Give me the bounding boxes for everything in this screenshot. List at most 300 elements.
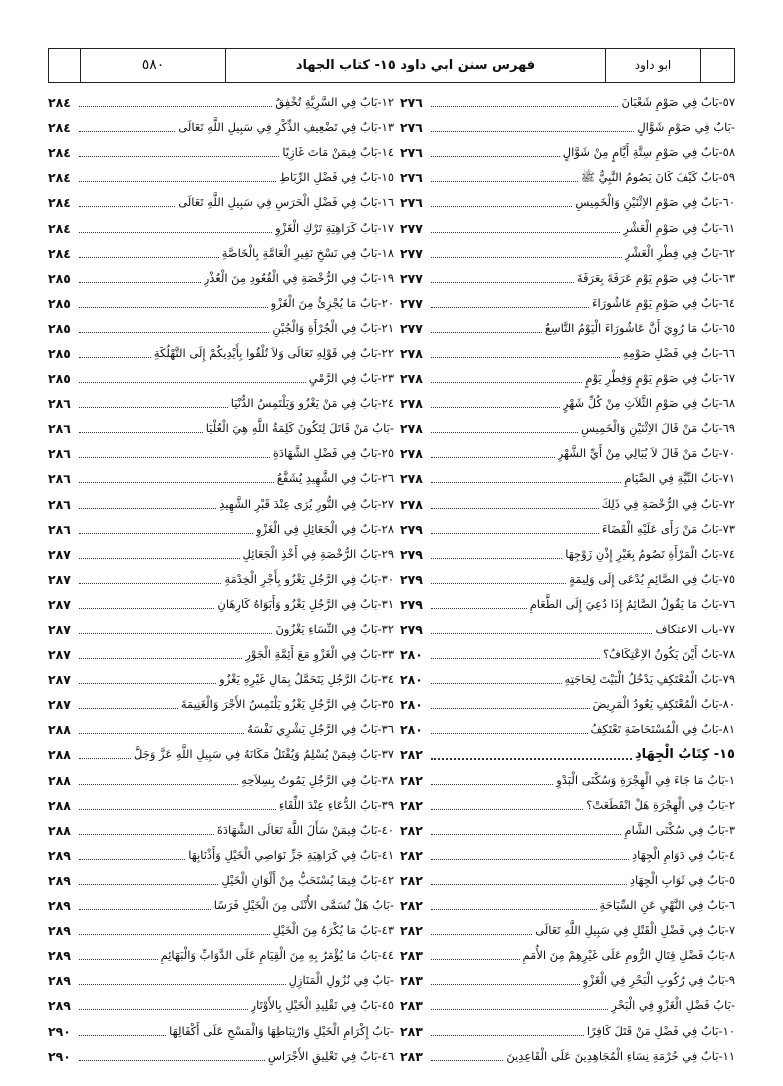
index-entry <box>400 717 735 742</box>
entry-title: ٦٧-بَابٌ فِي صَوْمِ يَوْمٍ وَفِطْرِ يَوْمٍ <box>585 371 735 386</box>
entry-page-number: ٢٨٩ <box>48 847 71 863</box>
index-column-left <box>48 90 394 1069</box>
entry-title: ٣٥-بَابٌ فِي الرَّجُلِ يَغْزُو يَلْتَمِسُ الأَجْرَ وَالْغَنِيمَةَ <box>180 697 394 712</box>
entry-page-number: ٢٨٦ <box>48 496 71 512</box>
entry-title: -بَابٌ فِي صَوْمِ شَوَّالٍ <box>637 120 735 135</box>
index-entry <box>48 492 394 517</box>
index-entry <box>48 466 394 491</box>
header-empty-cell-right <box>701 49 734 82</box>
entry-page-number: ٢٨٨ <box>48 747 71 763</box>
index-entry <box>400 1044 735 1069</box>
index-entry <box>400 416 735 441</box>
dotted-leader <box>79 834 214 835</box>
index-entry <box>400 843 735 868</box>
dotted-leader <box>79 156 279 157</box>
dotted-leader <box>431 934 532 935</box>
entry-page-number: ٢٧٦ <box>400 195 423 211</box>
index-entry <box>48 517 394 542</box>
entry-page-number: ٢٧٦ <box>400 95 423 111</box>
dotted-leader <box>79 533 253 534</box>
index-entry <box>48 90 394 115</box>
dotted-leader <box>79 257 219 258</box>
entry-title: ٣٢-بَابٌ فِي النِّسَاءِ يَغْزُونَ <box>275 622 394 637</box>
entry-title: ٣٨-بَابٌ فِي الرَّجُلِ يَمُوتُ بِسِلاَحِهِ <box>241 772 394 787</box>
index-entry <box>48 918 394 943</box>
index-entry <box>48 968 394 993</box>
entry-title: ١-بَابُ مَا جَاءَ فِي الْهِجْرَةِ وَسُكْنَى الْبَدْوِ <box>556 772 735 787</box>
dotted-leader <box>431 508 599 509</box>
dotted-leader <box>431 131 634 132</box>
index-entry <box>48 1018 394 1043</box>
dotted-leader <box>431 457 555 458</box>
entry-title: ٤١-بَابٌ فِي كَرَاهِيَةِ جَزِّ نَوَاصِي الْخَيْلِ وَأَذْنَابِهَا <box>188 847 394 862</box>
entry-page-number: ٢٨٤ <box>48 220 71 236</box>
index-entry <box>400 165 735 190</box>
entry-title: ٣٦-بَابٌ فِي الرَّجُلِ يَشْرِي نَفْسَهُ <box>247 722 394 737</box>
entry-page-number: ٢٨٢ <box>400 847 423 863</box>
entry-page-number: ٢٨٤ <box>48 145 71 161</box>
entry-title: ٤-بَابٌ فِي دَوَامِ الْجِهَادِ <box>632 847 735 862</box>
index-entry <box>400 441 735 466</box>
entry-title: ٤٠-بَابٌ فِيمَنْ سَأَلَ اللَّهَ تَعَالَى الشَّهَادَةَ <box>216 822 394 837</box>
dotted-leader <box>79 382 306 383</box>
dotted-leader <box>431 758 632 760</box>
entry-page-number: ٢٩٠ <box>48 1048 71 1064</box>
index-entry <box>48 642 394 667</box>
entry-title: ٢١-بَابٌ فِي الْجُرْأَةِ وَالْجُبْنِ <box>272 320 394 335</box>
dotted-leader <box>431 909 597 910</box>
entry-title: -بَابُ فَضْلِ الْغَزْوِ فِي الْبَحْرِ <box>611 998 735 1013</box>
entry-title: ٦٠-بَابٌ فِي صَوْمِ الاِثْنَيْنِ وَالْخَمِيسِ <box>575 195 735 210</box>
index-entry <box>48 768 394 793</box>
dotted-leader <box>431 558 562 559</box>
dotted-leader <box>79 357 151 358</box>
dotted-leader <box>431 432 578 433</box>
entry-page-number: ٢٧٨ <box>400 396 423 412</box>
entry-page-number: ٢٨٨ <box>48 822 71 838</box>
index-entry <box>48 542 394 567</box>
index-entry <box>48 893 394 918</box>
dotted-leader <box>79 131 175 132</box>
entry-title: ٢٨-بَابٌ فِي الْجَعَائِلِ فِي الْغَزْوِ <box>255 521 394 536</box>
entry-title: ٤٢-بَابٌ فِيمَا يُسْتَحَبُّ مِنْ أَلْوَانِ الْخَيْلِ <box>221 872 394 887</box>
entry-title: ١٢-بَابٌ فِي السَّرِيَّةِ تُخْفِقُ <box>275 95 394 110</box>
dotted-leader <box>79 984 286 985</box>
dotted-leader <box>431 1009 608 1010</box>
entry-title: ٣٩-بَابُ الدُّعَاءِ عِنْدَ اللِّقَاءِ <box>278 797 394 812</box>
entry-title: ٣٣-بَابٌ فِي الْغَزْوِ مَعَ أَئِمَّةِ الْجَوْرِ <box>245 647 394 662</box>
dotted-leader <box>79 683 216 684</box>
dotted-leader <box>431 809 583 810</box>
entry-title: ٢٦-بَابٌ فِي الشَّهِيدِ يُشَفَّعُ <box>276 471 394 486</box>
index-entry <box>400 868 735 893</box>
index-entry <box>48 416 394 441</box>
entry-page-number: ٢٨٠ <box>400 672 423 688</box>
index-entry <box>48 115 394 140</box>
dotted-leader <box>431 658 600 659</box>
index-entry <box>400 667 735 692</box>
entry-title: ٢٠-بَابٌ مَا يُجْزِئُ مِنَ الْغَزْوِ <box>270 295 394 310</box>
entry-page-number: ٢٧٨ <box>400 496 423 512</box>
dotted-leader <box>79 859 185 860</box>
dotted-leader <box>431 156 560 157</box>
entry-page-number: ٢٨٢ <box>400 797 423 813</box>
entry-title: ١٩-بَابٌ فِي الرُّخْصَةِ فِي الْقُعُودِ مِنَ الْعُذْرِ <box>203 270 394 285</box>
entry-title: ٧٤-بَابُ الْمَرْأَةِ تَصُومُ بِغَيْرِ إِذْنِ زَوْجِهَا <box>565 546 735 561</box>
entry-page-number: ٢٧٩ <box>400 622 423 638</box>
index-entry <box>48 241 394 266</box>
index-entry <box>400 466 735 491</box>
entry-page-number: ٢٨٧ <box>48 672 71 688</box>
index-entry <box>48 993 394 1018</box>
dotted-leader <box>431 357 620 358</box>
dotted-leader <box>431 282 574 283</box>
entry-page-number: ٢٧٨ <box>400 371 423 387</box>
entry-title: ٢-بَابٌ فِي الْهِجْرَةِ هَلْ انْقَطَعَتْ؟ <box>586 797 735 812</box>
index-entry <box>400 993 735 1018</box>
entry-page-number: ٢٨٩ <box>48 973 71 989</box>
index-entry <box>48 742 394 767</box>
dotted-leader <box>431 1035 584 1036</box>
entry-title: ٣-بَابٌ فِي سُكْنَى الشَّامِ <box>624 822 735 837</box>
index-entry <box>400 1018 735 1043</box>
dotted-leader <box>79 658 242 659</box>
entry-title: ٦٤-بَابٌ فِي صَوْمِ يَوْمِ عَاشُورَاءَ <box>592 295 735 310</box>
index-entry <box>48 165 394 190</box>
index-entry <box>400 140 735 165</box>
entry-title: ٥-بَابٌ فِي ثَوَابِ الْجِهَادِ <box>629 872 735 887</box>
entry-page-number: ٢٨٨ <box>48 772 71 788</box>
index-entry <box>48 868 394 893</box>
entry-page-number: ٢٧٦ <box>400 145 423 161</box>
index-entry <box>48 617 394 642</box>
dotted-leader <box>431 257 622 258</box>
dotted-leader <box>431 608 527 609</box>
dotted-leader <box>79 583 221 584</box>
index-entry <box>48 190 394 215</box>
index-entry <box>48 391 394 416</box>
entry-page-number: ٢٨٢ <box>400 772 423 788</box>
dotted-leader <box>79 558 240 559</box>
index-entry <box>48 793 394 818</box>
index-column-right <box>400 90 735 1069</box>
index-entry <box>400 617 735 642</box>
entry-title: ٩-بَابٌ فِي رُكُوبِ الْبَحْرِ فِي الْغَزْوِ <box>582 973 735 988</box>
entry-page-number: ٢٧٩ <box>400 571 423 587</box>
entry-page-number: ٢٨٦ <box>48 446 71 462</box>
index-entry <box>48 843 394 868</box>
entry-title: ٦٩-بَابٌ مَنْ قَالَ الاِثْنَيْنِ وَالْخَمِيسِ <box>580 421 735 436</box>
entry-page-number: ٢٨٦ <box>48 421 71 437</box>
entry-page-number: ٢٧٦ <box>400 170 423 186</box>
entry-page-number: ٢٨٥ <box>48 270 71 286</box>
dotted-leader <box>79 608 214 609</box>
entry-title: ٧٦-بَابُ مَا يَقُولُ الصَّائِمُ إِذَا دُعِيَ إِلَى الطَّعَامِ <box>529 596 735 611</box>
entry-title: ٢٧-بَابٌ فِي النُّورِ يُرَى عِنْدَ قَبْرِ الشَّهِيدِ <box>219 496 394 511</box>
entry-title: ٧-بَابٌ فِي فَضْلِ الْقَتْلِ فِي سَبِيلِ اللَّهِ تَعَالَى <box>535 923 735 938</box>
dotted-leader <box>431 708 590 709</box>
entry-page-number: ٢٨٧ <box>48 546 71 562</box>
dotted-leader <box>79 708 178 709</box>
index-entry <box>48 441 394 466</box>
header-empty-cell-left <box>49 49 81 82</box>
index-entry <box>48 366 394 391</box>
index-entry <box>48 692 394 717</box>
entry-page-number: ٢٧٩ <box>400 596 423 612</box>
entry-page-number: ٢٨٢ <box>400 872 423 888</box>
entry-page-number: ٢٨٥ <box>48 295 71 311</box>
entry-page-number: ٢٨٩ <box>48 998 71 1014</box>
index-entry <box>48 266 394 291</box>
entry-page-number: ٢٨٣ <box>400 1023 423 1039</box>
dotted-leader <box>431 407 560 408</box>
entry-page-number: ٢٨٣ <box>400 973 423 989</box>
index-entry <box>48 567 394 592</box>
entry-title: ٧١-بَابُ النِّيَّةِ فِي الصِّيَامِ <box>624 471 735 486</box>
dotted-leader <box>431 859 629 860</box>
index-entry <box>400 592 735 617</box>
index-entry <box>400 893 735 918</box>
entry-title: ١١-بَابٌ فِي حُرْمَةِ نِسَاءِ الْمُجَاهِدِينَ عَلَى الْقَاعِدِينَ <box>506 1048 735 1063</box>
entry-title: ٦٦-بَابٌ فِي فَضْلِ صَوْمِهِ <box>622 345 735 360</box>
entry-page-number: ٢٧٧ <box>400 295 423 311</box>
entry-page-number: ٢٨٣ <box>400 998 423 1014</box>
dotted-leader <box>79 206 175 207</box>
index-entry <box>400 793 735 818</box>
dotted-leader <box>79 457 270 458</box>
dotted-leader <box>431 633 652 634</box>
entry-page-number: ٢٧٧ <box>400 320 423 336</box>
page-header <box>48 48 735 83</box>
index-entry <box>400 90 735 115</box>
index-entry <box>400 918 735 943</box>
index-entry <box>400 291 735 316</box>
index-entry <box>400 642 735 667</box>
dotted-leader <box>79 282 201 283</box>
index-entry <box>400 517 735 542</box>
page-number: ٥٨٠ <box>81 49 226 82</box>
entry-title: ٥٧-بَابٌ فِي صَوْمِ شَعْبَانَ <box>621 95 735 110</box>
index-entry <box>48 592 394 617</box>
dotted-leader <box>79 432 203 433</box>
index-entry <box>400 266 735 291</box>
entry-title: ٤٤-بَابُ مَا يُؤْمَرُ بِهِ مِنَ الْقِيَامِ عَلَى الدَّوَابِّ وَالْبَهَائِمِ <box>160 948 394 963</box>
entry-page-number: ٢٨٢ <box>400 822 423 838</box>
entry-page-number: ٢٨٢ <box>400 923 423 939</box>
entry-title: -بَابٌ هَلْ تُسَمَّى الأُنْثَى مِنَ الْخَيْلِ فَرَسًا <box>213 898 394 913</box>
index-entry <box>400 492 735 517</box>
entry-title: ٥٩-بَابٌ كَيْفَ كَانَ يَصُومُ النَّبِيُّ ﷺ <box>581 170 735 185</box>
book-name: ابو داود <box>606 49 701 82</box>
entry-page-number: ٢٨٥ <box>48 320 71 336</box>
dotted-leader <box>431 482 621 483</box>
entry-title: -بَابُ مَنْ قَاتَلَ لِتَكُونَ كَلِمَةُ اللَّهِ هِيَ الْعُلْيَا <box>205 421 394 436</box>
entry-title: ١٥- كِتَابُ الْجِهَادِ <box>635 747 735 763</box>
index-entry <box>400 241 735 266</box>
dotted-leader <box>431 1060 503 1061</box>
entry-title: ١٥-بَابٌ فِي فَضْلِ الرِّبَاطِ <box>279 170 394 185</box>
dotted-leader <box>79 106 272 107</box>
dotted-leader <box>431 307 589 308</box>
dotted-leader <box>431 984 580 985</box>
entry-page-number: ٢٨٣ <box>400 1048 423 1064</box>
entry-title: ٦٥-بَابٌ مَا رُوِيَ أَنَّ عَاشُورَاءَ الْيَوْمُ التَّاسِعُ <box>544 320 735 335</box>
dotted-leader <box>431 206 572 207</box>
entry-title: ١٤-بَابٌ فِيمَنْ مَاتَ غَازِيًا <box>282 145 394 160</box>
entry-title: ٧٧-باب الاعتكاف <box>655 622 735 637</box>
entry-page-number: ٢٨٢ <box>400 898 423 914</box>
index-entry <box>48 341 394 366</box>
dotted-leader <box>79 633 272 634</box>
index-entry <box>48 943 394 968</box>
entry-title: ١٧-بَابٌ كَرَاهِيَةِ تَرْكِ الْغَزْوِ <box>275 220 394 235</box>
dotted-leader <box>79 482 274 483</box>
entry-title: ٣٤-بَابُ الرَّجُلِ يَتَحَمَّلُ بِمَالِ غَيْرِهِ يَغْزُو <box>219 672 394 687</box>
entry-page-number: ٢٨٤ <box>48 120 71 136</box>
dotted-leader <box>431 382 582 383</box>
dotted-leader <box>431 733 588 734</box>
index-entry <box>400 692 735 717</box>
index-entry <box>48 291 394 316</box>
entry-title: ٦٣-بَابٌ فِي صَوْمِ يَوْمِ عَرَفَةَ بِعَرَفَةَ <box>576 270 735 285</box>
entry-page-number: ٢٩٠ <box>48 1023 71 1039</box>
entry-page-number: ٢٨٧ <box>48 697 71 713</box>
entry-page-number: ٢٨٠ <box>400 647 423 663</box>
entry-page-number: ٢٨٤ <box>48 195 71 211</box>
dotted-leader <box>79 407 228 408</box>
entry-title: ٨١-بَابٌ فِي الْمُسْتَحَاضَةِ تَعْتَكِفُ <box>590 722 735 737</box>
index-entry <box>400 818 735 843</box>
dotted-leader <box>79 733 244 734</box>
entry-title: ٦١-بَابٌ فِي صَوْمِ الْعَشْرِ <box>623 220 735 235</box>
dotted-leader <box>431 884 627 885</box>
entry-page-number: ٢٨٧ <box>48 596 71 612</box>
dotted-leader <box>431 533 599 534</box>
index-entry <box>400 215 735 240</box>
dotted-leader <box>79 1060 265 1061</box>
entry-title: ٧٨-بَابٌ أَيْنَ يَكُونُ الاِعْتِكَافُ؟ <box>602 647 735 662</box>
entry-page-number: ٢٧٩ <box>400 546 423 562</box>
index-entry <box>400 943 735 968</box>
entry-page-number: ٢٨٤ <box>48 95 71 111</box>
entry-page-number: ٢٨٥ <box>48 345 71 361</box>
entry-title: ٦٨-بَابٌ فِي صَوْمِ الثَّلاَثِ مِنْ كُلِّ شَهْرٍ <box>562 396 735 411</box>
entry-title: -بَابٌ فِي نُزُولِ الْمَنَازِلِ <box>288 973 394 988</box>
index-section-heading <box>400 742 735 767</box>
entry-page-number: ٢٨٩ <box>48 872 71 888</box>
entry-page-number: ٢٨٧ <box>48 571 71 587</box>
dotted-leader <box>431 232 620 233</box>
dotted-leader <box>79 758 131 759</box>
entry-page-number: ٢٨٨ <box>48 722 71 738</box>
entry-page-number: ٢٧٧ <box>400 220 423 236</box>
index-entry <box>400 391 735 416</box>
entry-page-number: ٢٨٦ <box>48 471 71 487</box>
entry-page-number: ٢٨٥ <box>48 371 71 387</box>
entry-title: ١٠-بَابٌ فِي فَضْلِ مَنْ قَتَلَ كَافِرًا <box>586 1023 735 1038</box>
dotted-leader <box>431 683 562 684</box>
index-entry <box>48 667 394 692</box>
entry-title: ٣٧-بَابٌ فِيمَنْ يُسْلِمُ وَيُقْتَلُ مَكَانَهُ فِي سَبِيلِ اللَّهِ عَزَّ وَجَلَّ <box>134 747 394 762</box>
index-entry <box>48 717 394 742</box>
entry-title: ٢٣-بَابٌ فِي الرَّمْيِ <box>308 371 394 386</box>
entry-page-number: ٢٨٦ <box>48 396 71 412</box>
dotted-leader <box>79 909 211 910</box>
entry-title: ٧٢-بَابٌ فِي الرُّخْصَةِ فِي ذَلِكَ <box>601 496 735 511</box>
entry-page-number: ٢٨٢ <box>400 747 423 763</box>
entry-title: ١٨-بَابٌ فِي نَسْخِ نَفِيرِ الْعَامَّةِ بِالْخَاصَّةِ <box>221 245 394 260</box>
index-entry <box>400 115 735 140</box>
entry-title: ٢٤-بَابٌ فِي مَنْ يَغْزُو وَيَلْتَمِسُ الدُّنْيَا <box>230 396 394 411</box>
dotted-leader <box>431 834 621 835</box>
dotted-leader <box>79 332 269 333</box>
entry-page-number: ٢٧٧ <box>400 270 423 286</box>
entry-page-number: ٢٧٨ <box>400 421 423 437</box>
entry-page-number: ٢٧٨ <box>400 471 423 487</box>
dotted-leader <box>431 181 578 182</box>
entry-page-number: ٢٧٨ <box>400 345 423 361</box>
dotted-leader <box>431 959 520 960</box>
entry-title: ١٣-بَابٌ فِي تَضْعِيفِ الذِّكْرِ فِي سَبِيلِ اللَّهِ تَعَالَى <box>178 120 394 135</box>
entry-page-number: ٢٨٩ <box>48 948 71 964</box>
entry-page-number: ٢٨٨ <box>48 797 71 813</box>
dotted-leader <box>79 884 218 885</box>
entry-title: ٧٠-بَابٌ مَنْ قَالَ لاَ يُبَالِي مِنْ أَيِّ الشَّهْرِ <box>557 446 735 461</box>
entry-title: ٣١-بَابٌ فِي الرَّجُلِ يَغْزُو وَأَبَوَاهُ كَارِهَانِ <box>217 596 394 611</box>
entry-title: ٧٩-بَابُ الْمُعْتَكِفِ يَدْخُلُ الْبَيْتَ لِحَاجَتِهِ <box>564 672 735 687</box>
index-entry <box>400 366 735 391</box>
entry-title: ١٦-بَابٌ فِي فَضْلِ الْحَرَسِ فِي سَبِيلِ اللَّهِ تَعَالَى <box>178 195 394 210</box>
index-entry <box>400 968 735 993</box>
entry-page-number: ٢٨٤ <box>48 170 71 186</box>
dotted-leader <box>431 583 566 584</box>
dotted-leader <box>79 1009 248 1010</box>
entry-page-number: ٢٨٧ <box>48 647 71 663</box>
index-entry <box>48 1044 394 1069</box>
entry-title: ٢٢-بَابٌ فِي قَوْلِهِ تَعَالَى وَلاَ تُلْقُوا بِأَيْدِيكُمْ إِلَى التَّهْلُكَةِ <box>153 345 394 360</box>
page-title: فهرس سنن ابي داود ١٥- كتاب الجهاد <box>226 49 606 82</box>
index-entry <box>400 768 735 793</box>
dotted-leader <box>431 784 553 785</box>
dotted-leader <box>79 809 276 810</box>
entry-title: ٨-بَابٌ فَضْلِ قِتَالِ الرُّومِ عَلَى غَيْرِهِمْ مِنَ الأُمَمِ <box>522 948 735 963</box>
entry-title: ٤٦-بَابٌ فِي تَعْلِيقِ الأَجْرَاسِ <box>267 1048 394 1063</box>
entry-title: ٧٥-بَابٌ فِي الصَّائِمِ يُدْعَى إِلَى وَلِيمَةٍ <box>569 571 735 586</box>
dotted-leader <box>79 181 276 182</box>
entry-title: ٤٥-بَابٌ فِي تَقْلِيدِ الْخَيْلِ بِالأَوْتَارِ <box>250 998 394 1013</box>
entry-page-number: ٢٨٠ <box>400 697 423 713</box>
dotted-leader <box>431 106 618 107</box>
entry-title: ٢٥-بَابٌ فِي فَضْلِ الشَّهَادَةِ <box>272 446 394 461</box>
entry-page-number: ٢٧٦ <box>400 120 423 136</box>
index-entry <box>48 140 394 165</box>
index-entry <box>400 190 735 215</box>
dotted-leader <box>79 959 158 960</box>
entry-page-number: ٢٨٣ <box>400 948 423 964</box>
entry-title: ٥٨-بَابٌ فِي صَوْمِ سِتَّةِ أَيَّامٍ مِنْ شَوَّالٍ <box>562 145 735 160</box>
dotted-leader <box>431 332 542 333</box>
dotted-leader <box>79 1035 166 1036</box>
entry-title: ٣٠-بَابٌ فِي الرَّجُلِ يَغْزُو بِأَجْرِ الْخِدْمَةِ <box>224 571 394 586</box>
entry-title: ٦٢-بَابٌ فِي فِطْرِ الْعَشْرِ <box>624 245 735 260</box>
entry-page-number: ٢٧٩ <box>400 521 423 537</box>
entry-page-number: ٢٨٦ <box>48 521 71 537</box>
entry-page-number: ٢٧٨ <box>400 446 423 462</box>
entry-page-number: ٢٨٩ <box>48 923 71 939</box>
dotted-leader <box>79 784 238 785</box>
index-entry <box>400 341 735 366</box>
entry-title: ٢٩-بَابُ الرُّخْصَةِ فِي أَخْذِ الْجَعَائِلِ <box>242 546 394 561</box>
